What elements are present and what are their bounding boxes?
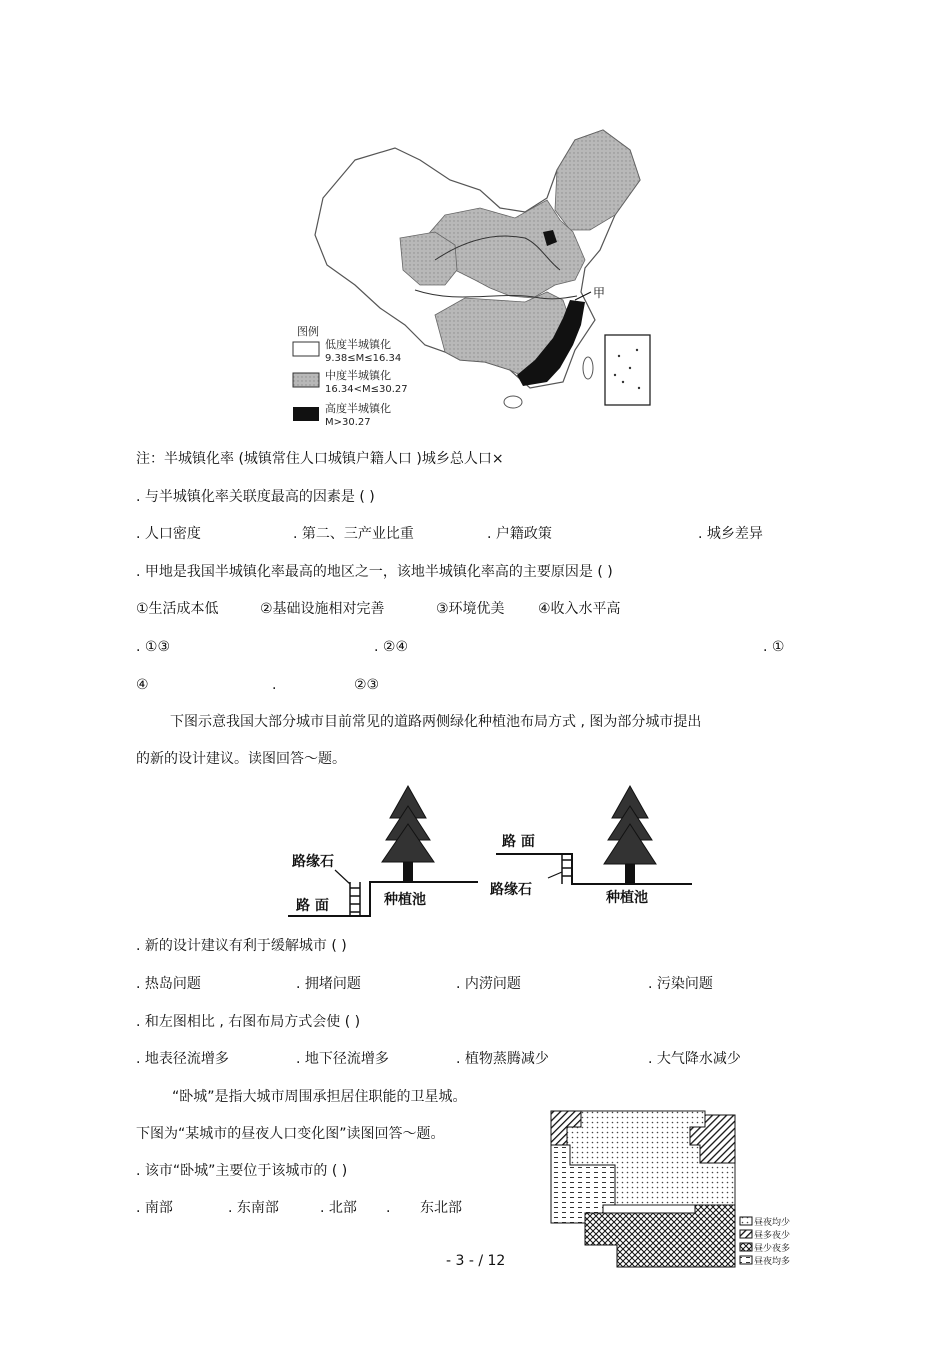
city-legend-label-2: 昼多夜少 (754, 1231, 791, 1241)
q2-option-a[interactable]: . ①③ (136, 639, 171, 655)
q5-option-c[interactable]: . 北部 (320, 1200, 357, 1216)
q2-option-c[interactable]: . ① (763, 639, 785, 655)
right-curb-label: 路缘石 (490, 882, 532, 898)
intro3-line1: “卧城”是指大城市周围承担居住职能的卫星城。 (172, 1089, 467, 1105)
city-legend-label-3: 昼少夜多 (754, 1244, 791, 1254)
q4-stem: . 和左图相比 , 右图布局方式会使 ( ) (136, 1014, 361, 1030)
left-road-label: 路 面 (296, 898, 329, 914)
q5-option-d-dot: . (386, 1200, 391, 1216)
q5-stem: . 该市“卧城”主要位于该城市的 ( ) (136, 1163, 348, 1179)
legend-swatch-mid (293, 373, 319, 387)
planting-pool-diagram (280, 778, 700, 923)
jia-label: 甲 (593, 286, 606, 300)
city-map-svg (545, 1105, 805, 1277)
legend-range-low: 9.38≤M≤16.34 (325, 353, 402, 364)
right-road-label: 路 面 (502, 834, 535, 850)
left-curb-label: 路缘石 (292, 854, 334, 870)
city-population-map (545, 1105, 805, 1277)
q3-option-a[interactable]: . 热岛问题 (136, 976, 201, 992)
q2-option-b[interactable]: . ②④ (374, 639, 409, 655)
q2-statement-2: ②基础设施相对完善 (260, 601, 385, 617)
q2-option-d[interactable]: ②③ (354, 677, 380, 693)
q5-option-b[interactable]: . 东南部 (228, 1200, 279, 1216)
q3-stem: . 新的设计建议有利于缓解城市 ( ) (136, 938, 347, 954)
left-curb-ladder (350, 882, 360, 916)
q2-statement-3: ③环境优美 (436, 601, 505, 617)
q1-option-b[interactable]: . 第二、三产业比重 (293, 526, 414, 542)
right-curb-arrow (548, 872, 562, 878)
legend-range-mid: 16.34<M≤30.27 (325, 384, 408, 395)
q5-option-a[interactable]: . 南部 (136, 1200, 173, 1216)
q1-option-c[interactable]: . 户籍政策 (487, 526, 552, 542)
legend-name-high: 高度半城镇化 (325, 402, 391, 415)
city-legend-swatch-3 (740, 1243, 752, 1251)
page-number: - 3 - / 12 (446, 1253, 506, 1269)
left-curb-arrow (335, 870, 350, 884)
city-legend-swatch-1 (740, 1217, 752, 1225)
q3-option-b[interactable]: . 拥堵问题 (296, 976, 361, 992)
map-legend-title: 图例 (297, 325, 319, 338)
q3-option-d[interactable]: . 污染问题 (648, 976, 713, 992)
intro3-line2: 下图为“某城市的昼夜人口变化图”读图回答～题。 (136, 1126, 445, 1142)
intro2-line1: 下图示意我国大部分城市目前常见的道路两侧绿化种植池布局方式 , 图为部分城市提出 (170, 714, 702, 730)
planting-pool-svg (280, 778, 700, 923)
right-curb-ladder (562, 854, 572, 884)
q1-stem: . 与半城镇化率关联度最高的因素是 ( ) (136, 489, 375, 505)
area-south (585, 1205, 735, 1267)
legend-name-low: 低度半城镇化 (325, 338, 391, 351)
q1-option-d[interactable]: . 城乡差异 (698, 526, 763, 542)
right-tree-icon (604, 786, 656, 884)
legend-swatch-high (293, 407, 319, 421)
intro2-line2: 的新的设计建议。读图回答～题。 (136, 751, 346, 767)
china-map-figure (285, 120, 655, 430)
q2-statement-1: ①生活成本低 (136, 601, 219, 617)
q1-option-a[interactable]: . 人口密度 (136, 526, 201, 542)
hainan-island (504, 396, 522, 408)
q2-option-c-cont[interactable]: ④ (136, 677, 149, 693)
legend-range-high: M>30.27 (325, 417, 371, 428)
legend-swatch-low (293, 342, 319, 356)
q4-option-d[interactable]: . 大气降水减少 (648, 1051, 741, 1067)
q2-option-d-dot: . (272, 677, 277, 693)
legend-name-mid: 中度半城镇化 (325, 369, 391, 382)
south-sea-inset (605, 335, 650, 405)
q2-statement-4: ④收入水平高 (538, 601, 621, 617)
taiwan-island (583, 357, 593, 379)
q3-option-c[interactable]: . 内涝问题 (456, 976, 521, 992)
city-legend-label-1: 昼夜均少 (754, 1218, 791, 1228)
china-map-svg (285, 120, 655, 430)
note-text: 注：半城镇化率 (城镇常住人口城镇户籍人口 )城乡总人口× (136, 451, 504, 467)
city-legend-swatch-4 (740, 1256, 752, 1264)
q4-option-c[interactable]: . 植物蒸腾减少 (456, 1051, 549, 1067)
right-ground-line (496, 854, 692, 884)
city-legend-label-4: 昼夜均多 (754, 1257, 791, 1267)
q4-option-a[interactable]: . 地表径流增多 (136, 1051, 229, 1067)
q4-option-b[interactable]: . 地下径流增多 (296, 1051, 389, 1067)
city-legend-swatch-2 (740, 1230, 752, 1238)
northeast-region (555, 130, 640, 230)
left-tree-icon (382, 786, 434, 882)
right-pool-label: 种植池 (606, 890, 648, 906)
left-pool-label: 种植池 (384, 892, 426, 908)
q2-stem: . 甲地是我国半城镇化率最高的地区之一，该地半城镇化率高的主要原因是 ( ) (136, 564, 613, 580)
q5-option-d[interactable]: 东北部 (420, 1200, 462, 1216)
